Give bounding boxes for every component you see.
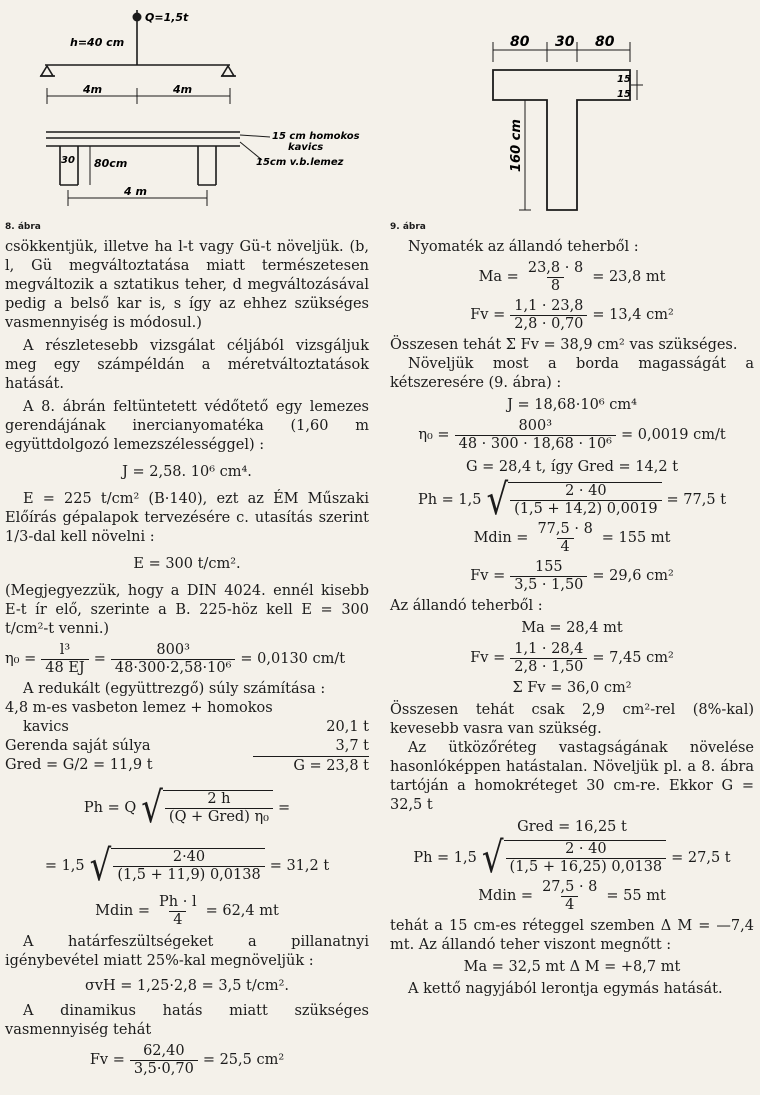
eq-result: = 31,2 t [269,857,330,874]
figure-9-caption: 9. ábra [390,222,426,232]
frac-num: 2·40 [172,849,206,865]
eq-result: = 25,5 cm² [202,1052,285,1068]
frac-den: 48 EJ [41,659,88,677]
equation-sigma: σvH = 1,25·2,8 = 3,5 t/cm². [84,978,290,994]
text-paragraph: Növeljük most a borda magasságát a kétszeresére (9. ábra) : [390,356,754,391]
equation-J: J = 2,58. 10⁶ cm⁴. [122,464,252,480]
text-paragraph: E = 225 t/cm² (B·140), ezt az ÉM Műszaki Előírás gépalapok tervezésére c. utasítás szerint 1/3-dal kell növelni : [5,491,369,545]
eq-lhs: η₀ = [5,651,37,667]
frac-num: 62,40 [143,1043,185,1059]
eq-result: = 27,5 t [671,849,731,866]
figure-8-diagram [0,0,380,232]
right-column [390,238,754,999]
frac-num: 23,8 · 8 [527,260,584,276]
eq-result: = 0,0130 cm/t [240,651,346,667]
fig8-h-label: h=40 cm [70,36,125,49]
text-paragraph: Az ütközőréteg vastagságának növelése hasonlóképpen hatástalan. Növeljük pl. a 8. ábra tartóján a homokréteget 30 cm-re. Ekkor G = 32,5 t [390,740,754,813]
left-column [5,238,369,1081]
fig8-load-label: Q=1,5t [145,11,189,24]
frac-num: 77,5 · 8 [537,521,593,537]
frac-den: (1,5 + 11,9) 0,0138 [113,866,264,884]
frac-num: 2 h [207,791,231,807]
eq-lhs: η₀ = [418,427,450,443]
text-paragraph: csökkentjük, illetve ha l-t vagy Gü-t növeljük. (b, l, Gü megváltoztatása miatt természetesen megváltozik a sztatikus teher, d megváltozásával pedig a belső kar is, s így az ehhez szükséges vasmennyiség is módosul.) [5,239,369,331]
eq-result: = 77,5 t [666,491,727,508]
weight-total: G = 23,8 t [253,756,369,776]
frac-num: 1,1 · 23,8 [514,298,584,314]
frac-den: (Q + Gred) η₀ [165,808,273,826]
fig8-span-b: 4m [173,83,193,96]
text-paragraph: Nyomaték az állandó teherből : [408,239,639,255]
frac-num: 2 · 40 [565,483,607,499]
eq-lhs: Fv = [470,307,506,323]
equation-eta2 [390,418,754,453]
weight-row [5,737,369,756]
fig8-layer1: 15 cm homokos [272,131,360,142]
equation-ph2: Ph = 1,5 √ $\frac{2 \cdot 40}{(1,5 + 14,2) 0,0019}$ = 77,5 t [417,475,727,525]
eq-lhs: = 1,5 [44,857,85,874]
weight-value: 3,7 t [335,738,369,754]
weight-sum-row [5,756,369,776]
text-paragraph: (Megjegyezzük, hogy a DIN 4024. ennél kisebb E-t ír elő, szerinte a B. 225-höz kell E = 300 t/cm²-t venni.) [5,583,369,637]
equation-ma [390,260,754,295]
text-paragraph: Összesen tehát csak 2,9 cm²-rel (8%-kal) kevesebb vasra van szükség. [390,702,754,737]
eq-lhs: Ph = 1,5 [417,491,482,508]
fig8-span-a: 4m [83,83,103,96]
text-paragraph: A határfeszültségeket a pillanatnyi igénybevétel miatt 25%-kal megnöveljük : [5,934,369,969]
eq-result: = 155 mt [601,530,671,546]
eq-result: = 23,8 mt [592,269,666,285]
frac-den: 3,5 · 1,50 [510,576,587,594]
eq-sign: = [93,651,106,667]
fig8-web: 30 [61,155,75,166]
weight-label: Gerenda saját súlya [5,738,151,754]
equation-fv1 [390,298,754,333]
fig9-height: 160 cm [509,119,524,172]
eq-lhs: Fv = [470,650,506,666]
equation-ph-general: Ph = Q √ $\frac{2 h}{\text{(Q + Gred) η₀}}$ = [83,783,291,833]
frac-den: 2,8 · 1,50 [510,658,587,676]
frac-den: 48 · 300 · 18,68 · 10⁶ [455,435,616,453]
equation-ma2: Ma = 28,4 mt [521,620,623,636]
frac-num: 800³ [518,418,553,434]
frac-den: (1,5 + 14,2) 0,0019 [510,500,661,518]
fig8-depth: 80cm [94,157,128,170]
fig8-layer1b: kavics [288,142,324,153]
weight-label: kavics [23,719,69,735]
equation-gred: Gred = 16,25 t [517,819,627,835]
eq-lhs: Mdin = [473,530,529,546]
weight-row [5,718,369,737]
eq-lhs: Ma = [478,269,519,285]
equation-fv3 [390,641,754,676]
weight-label: Gred = G/2 = 11,9 t [5,757,153,773]
frac-num: l³ [59,642,71,658]
frac-num: 27,5 · 8 [542,879,598,895]
eq-lhs: Fv = [470,568,506,584]
frac-den: 4 [557,538,574,556]
equation-J2: J = 18,68·10⁶ cm⁴ [507,397,637,413]
eq-lhs: Ph = Q [83,799,137,816]
text-paragraph: tehát a 15 cm-es réteggel szemben Δ M = —7,4 mt. Az állandó teher viszont megnőtt : [390,918,754,953]
eq-result: = 7,45 cm² [592,650,674,666]
frac-num: 1,1 · 28,4 [514,641,584,657]
fig9-width-2: 30 [555,34,575,50]
eq-result: = 29,6 cm² [592,568,674,584]
equation-mdin2 [390,521,754,556]
eq-result: = 13,4 cm² [592,307,674,323]
eq-lhs: Ph = 1,5 [413,849,477,866]
equation-E: E = 300 t/cm². [133,556,241,572]
fig9-width-3: 80 [595,34,615,50]
frac-den: 2,8 · 0,70 [510,315,587,333]
equation-eta [5,642,369,677]
frac-num: 155 [534,559,563,575]
frac-den: 4 [561,896,578,914]
text-paragraph: Összesen tehát Σ Fv = 38,9 cm² vas szükséges. [390,337,738,353]
frac-den: 4 [169,911,186,929]
eq-sign: = [277,799,291,816]
weight-line: 4,8 m-es vasbeton lemez + homokos [5,700,273,716]
equation-sum: Σ Fv = 36,0 cm² [512,680,632,696]
equation-fv2 [390,559,754,594]
fig8-span-c: 4 m [124,185,147,198]
eq-result: = 62,4 mt [205,903,279,919]
equation-ph3: Ph = 1,5 √ $\frac{2 \cdot 40}{(1,5 + 16,25) 0,0138}$ = 27,5 t [413,833,731,883]
eq-result: = 0,0019 cm/t [620,427,726,443]
equation-fv [5,1043,369,1078]
fig9-flange-1: 15 [617,74,631,85]
frac-num: 2 · 40 [565,841,607,857]
equation-G: G = 28,4 t, így Gred = 14,2 t [465,459,679,475]
text-paragraph: A redukált (együttrezgő) súly számítása : [23,681,326,697]
equation-ph-value: = 1,5 √ $\frac{2\cdot 40}{(1,5 + 11,9) 0,0138}$ = 31,2 t [44,841,330,891]
equation-last: Ma = 32,5 mt Δ M = +8,7 mt [463,959,681,975]
figure-9-diagram [385,0,755,232]
eq-result: = 55 mt [606,888,666,904]
fig9-flange-2: 15 [617,89,631,100]
frac-den: 48·300·2,58·10⁶ [111,659,236,677]
frac-num: 800³ [156,642,190,658]
frac-den: 8 [547,277,564,295]
fig8-layer2: 15cm v.b.lemez [256,157,344,168]
text-paragraph: A 8. ábrán feltüntetett védőtető egy lemezes gerendájának inercianyomatéka (1,60 m együttdolgozó lemezszélességgel) : [5,399,369,453]
text-paragraph: A részletesebb vizsgálat céljából vizsgáljuk meg egy számpéldán a méretváltoztatások hatását. [5,338,369,392]
frac-den: 3,5·0,70 [130,1060,198,1078]
frac-num: Ph · l [159,894,197,910]
text-paragraph: Az állandó teherből : [390,598,543,614]
eq-lhs: Mdin = [95,903,151,919]
eq-lhs: Mdin = [478,888,534,904]
eq-lhs: Fv = [89,1052,125,1068]
figure-8-caption: 8. ábra [5,222,41,232]
frac-den: (1,5 + 16,25) 0,0138 [506,858,667,876]
text-paragraph: A dinamikus hatás miatt szükséges vasmennyiség tehát [5,1003,369,1038]
weight-value: 20,1 t [326,719,369,735]
text-paragraph: A kettő nagyjából lerontja egymás hatását. [408,981,723,997]
equation-mdin3 [390,879,754,914]
fig9-width-1: 80 [510,34,530,50]
equation-mdin [5,894,369,929]
